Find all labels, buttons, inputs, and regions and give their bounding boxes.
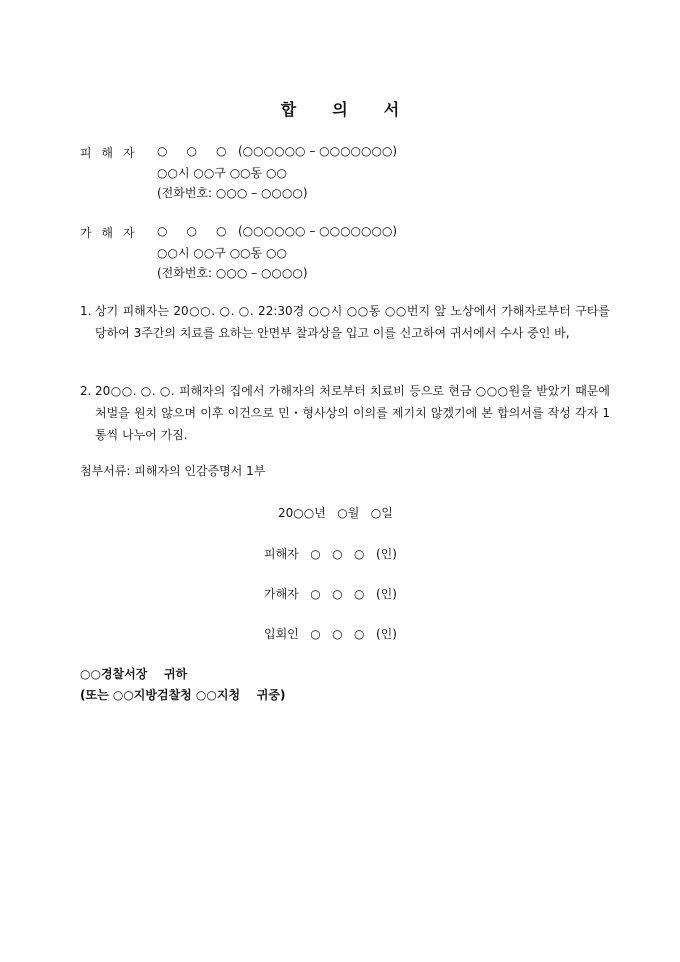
victim-label: 피 해 자	[80, 146, 138, 160]
paragraph-2	[80, 380, 610, 446]
agreement-date: 20○○년 ○월 ○일	[278, 506, 393, 520]
recipient-police: ○○경찰서장 귀하	[80, 667, 188, 681]
offender-label: 가 해 자	[80, 226, 138, 240]
paragraph-1-text: 상기 피해자는 20○○. ○. ○. 22:30경 ○○시 ○○동 ○○번지 앞 노상에서 가해자로부터 구타를 당하여 3주간의 치료를 요하는 안면부 찰과상을 입고 이를 신고하여 귀서에서 수사 중인 바,	[95, 304, 610, 340]
victim-name-id: ○ ○ ○ (○○○○○○ – ○○○○○○○)	[157, 144, 398, 158]
offender-name-id: ○ ○ ○ (○○○○○○ – ○○○○○○○)	[157, 224, 398, 238]
victim-address: ○○시 ○○구 ○○동 ○○	[157, 166, 287, 180]
recipient-prosecution: (또는 ○○지방검찰청 ○○지청 귀중)	[80, 688, 286, 702]
title-char-1: 합	[280, 100, 297, 119]
offender-phone: (전화번호: ○○○ – ○○○○)	[157, 266, 308, 280]
paragraph-2-number: 2.	[80, 384, 92, 398]
witness-signature: 입회인 ○ ○ ○ (인)	[264, 627, 397, 641]
victim-phone: (전화번호: ○○○ – ○○○○)	[157, 186, 308, 200]
offender-address: ○○시 ○○구 ○○동 ○○	[157, 246, 287, 260]
title-char-2: 의	[332, 100, 348, 119]
document-title	[0, 97, 680, 120]
paragraph-2-text: 20○○. ○. ○. 피해자의 집에서 가해자의 처로부터 치료비 등으로 현금 ○○○원을 받았기 때문에 처벌을 원치 않으며 이후 이건으로 민・형사상의 이의를 제기치 않겠기에 본 합의서를 작성 각자 1통씩 나누어 가짐.	[95, 384, 610, 442]
attachment-note: 첨부서류: 피해자의 인감증명서 1부	[80, 464, 266, 478]
paragraph-1	[80, 300, 610, 344]
paragraph-1-number: 1.	[80, 304, 92, 318]
title-char-3: 서	[383, 100, 400, 119]
offender-signature: 가해자 ○ ○ ○ (인)	[264, 587, 397, 601]
victim-signature: 피해자 ○ ○ ○ (인)	[264, 547, 397, 561]
